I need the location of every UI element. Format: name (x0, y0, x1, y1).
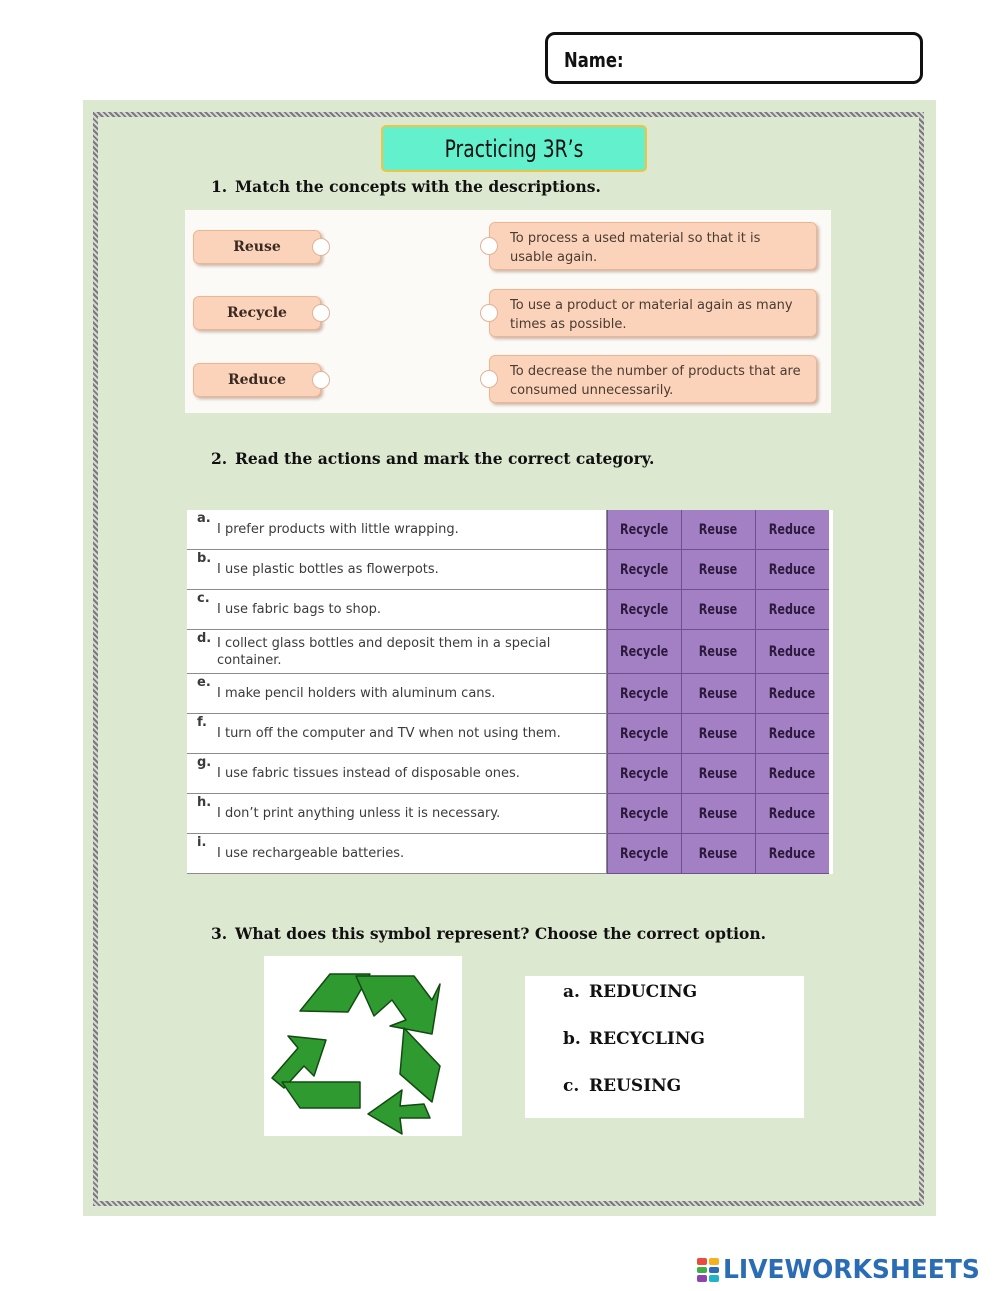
option-recycle[interactable]: Recycle (607, 834, 681, 874)
option-reduce[interactable]: Reduce (755, 754, 829, 794)
question-2-number: 2. (211, 449, 228, 468)
match-anchor[interactable] (312, 304, 330, 322)
option-recycle[interactable]: Recycle (607, 510, 681, 550)
recycling-symbol-image (264, 956, 462, 1136)
option-reuse[interactable]: Reuse (681, 590, 755, 630)
table-row (187, 510, 833, 550)
option-recycle[interactable]: Recycle (607, 550, 681, 590)
option-reuse[interactable]: Reuse (681, 754, 755, 794)
match-anchor[interactable] (312, 371, 330, 389)
option-reuse[interactable]: Reuse (681, 630, 755, 674)
recycling-symbol-icon (264, 956, 462, 1136)
question-3-heading (211, 924, 766, 943)
brand-name: LIVEWORKSHEETS (723, 1255, 980, 1285)
action-text: b. I use plastic bottles as flowerpots. (187, 550, 607, 590)
option-reduce[interactable]: Reduce (755, 510, 829, 550)
action-text: d. I collect glass bottles and deposit them in a special container. (187, 630, 607, 674)
table-row (187, 714, 833, 754)
match-anchor[interactable] (312, 238, 330, 256)
option-reuse[interactable]: Reuse (681, 510, 755, 550)
description-2[interactable] (489, 289, 817, 337)
worksheet (83, 100, 936, 1216)
page-title: Practicing 3R’s (444, 134, 584, 163)
table-row (187, 794, 833, 834)
option-recycle[interactable]: Recycle (607, 794, 681, 834)
option-reuse[interactable]: Reuse (681, 714, 755, 754)
question-2-heading (211, 449, 654, 468)
table-row (187, 754, 833, 794)
concept-reuse[interactable] (193, 230, 321, 264)
option-b[interactable]: b. RECYCLING (563, 1029, 705, 1049)
option-c[interactable]: c. REUSING (563, 1076, 682, 1096)
question-1-heading (211, 177, 601, 196)
option-reduce[interactable]: Reduce (755, 794, 829, 834)
question-2-text: Read the actions and mark the correct category. (235, 449, 655, 468)
option-reuse[interactable]: Reuse (681, 794, 755, 834)
option-reduce[interactable]: Reduce (755, 590, 829, 630)
option-reduce[interactable]: Reduce (755, 834, 829, 874)
matching-panel (185, 210, 831, 413)
option-reduce[interactable]: Reduce (755, 630, 829, 674)
table-row (187, 550, 833, 590)
table-row (187, 674, 833, 714)
concept-reduce[interactable] (193, 363, 321, 397)
action-text: i. I use rechargeable batteries. (187, 834, 607, 874)
option-reuse[interactable]: Reuse (681, 834, 755, 874)
action-text: g. I use fabric tissues instead of disposable ones. (187, 754, 607, 794)
action-text: e. I make pencil holders with aluminum cans. (187, 674, 607, 714)
option-a[interactable]: a. REDUCING (563, 982, 698, 1002)
option-recycle[interactable]: Recycle (607, 714, 681, 754)
table-row (187, 834, 833, 874)
action-text: a. I prefer products with little wrapping. (187, 510, 607, 550)
question-1-number: 1. (211, 177, 228, 196)
question-3-text: What does this symbol represent? Choose the correct option. (235, 924, 767, 943)
match-anchor[interactable] (480, 370, 498, 388)
concept-label: Reduce (228, 372, 286, 388)
name-label: Name: (564, 48, 624, 72)
logo-icon (697, 1258, 719, 1282)
description-3[interactable] (489, 355, 817, 403)
answer-options (525, 976, 804, 1118)
description-text: To use a product or material again as many times as possible. (510, 298, 793, 332)
concept-label: Recycle (227, 305, 287, 321)
match-anchor[interactable] (480, 237, 498, 255)
title-banner (381, 125, 647, 172)
action-text: h. I don’t print anything unless it is necessary. (187, 794, 607, 834)
option-recycle[interactable]: Recycle (607, 674, 681, 714)
description-text: To process a used material so that it is usable again. (510, 231, 761, 265)
table-row (187, 590, 833, 630)
action-text: c. I use fabric bags to shop. (187, 590, 607, 630)
action-text: f. I turn off the computer and TV when not using them. (187, 714, 607, 754)
question-1-text: Match the concepts with the descriptions. (235, 177, 601, 196)
option-recycle[interactable]: Recycle (607, 590, 681, 630)
concept-label: Reuse (233, 239, 281, 255)
description-1[interactable] (489, 222, 817, 270)
name-field[interactable] (545, 32, 923, 84)
actions-table (187, 510, 833, 874)
option-recycle[interactable]: Recycle (607, 630, 681, 674)
option-reuse[interactable]: Reuse (681, 550, 755, 590)
option-reduce[interactable]: Reduce (755, 714, 829, 754)
option-recycle[interactable]: Recycle (607, 754, 681, 794)
description-text: To decrease the number of products that are consumed unnecessarily. (510, 364, 801, 398)
match-anchor[interactable] (480, 304, 498, 322)
option-reduce[interactable]: Reduce (755, 674, 829, 714)
concept-recycle[interactable] (193, 296, 321, 330)
option-reduce[interactable]: Reduce (755, 550, 829, 590)
option-reuse[interactable]: Reuse (681, 674, 755, 714)
table-row (187, 630, 833, 674)
question-3-number: 3. (211, 924, 228, 943)
liveworksheets-logo (697, 1255, 991, 1285)
